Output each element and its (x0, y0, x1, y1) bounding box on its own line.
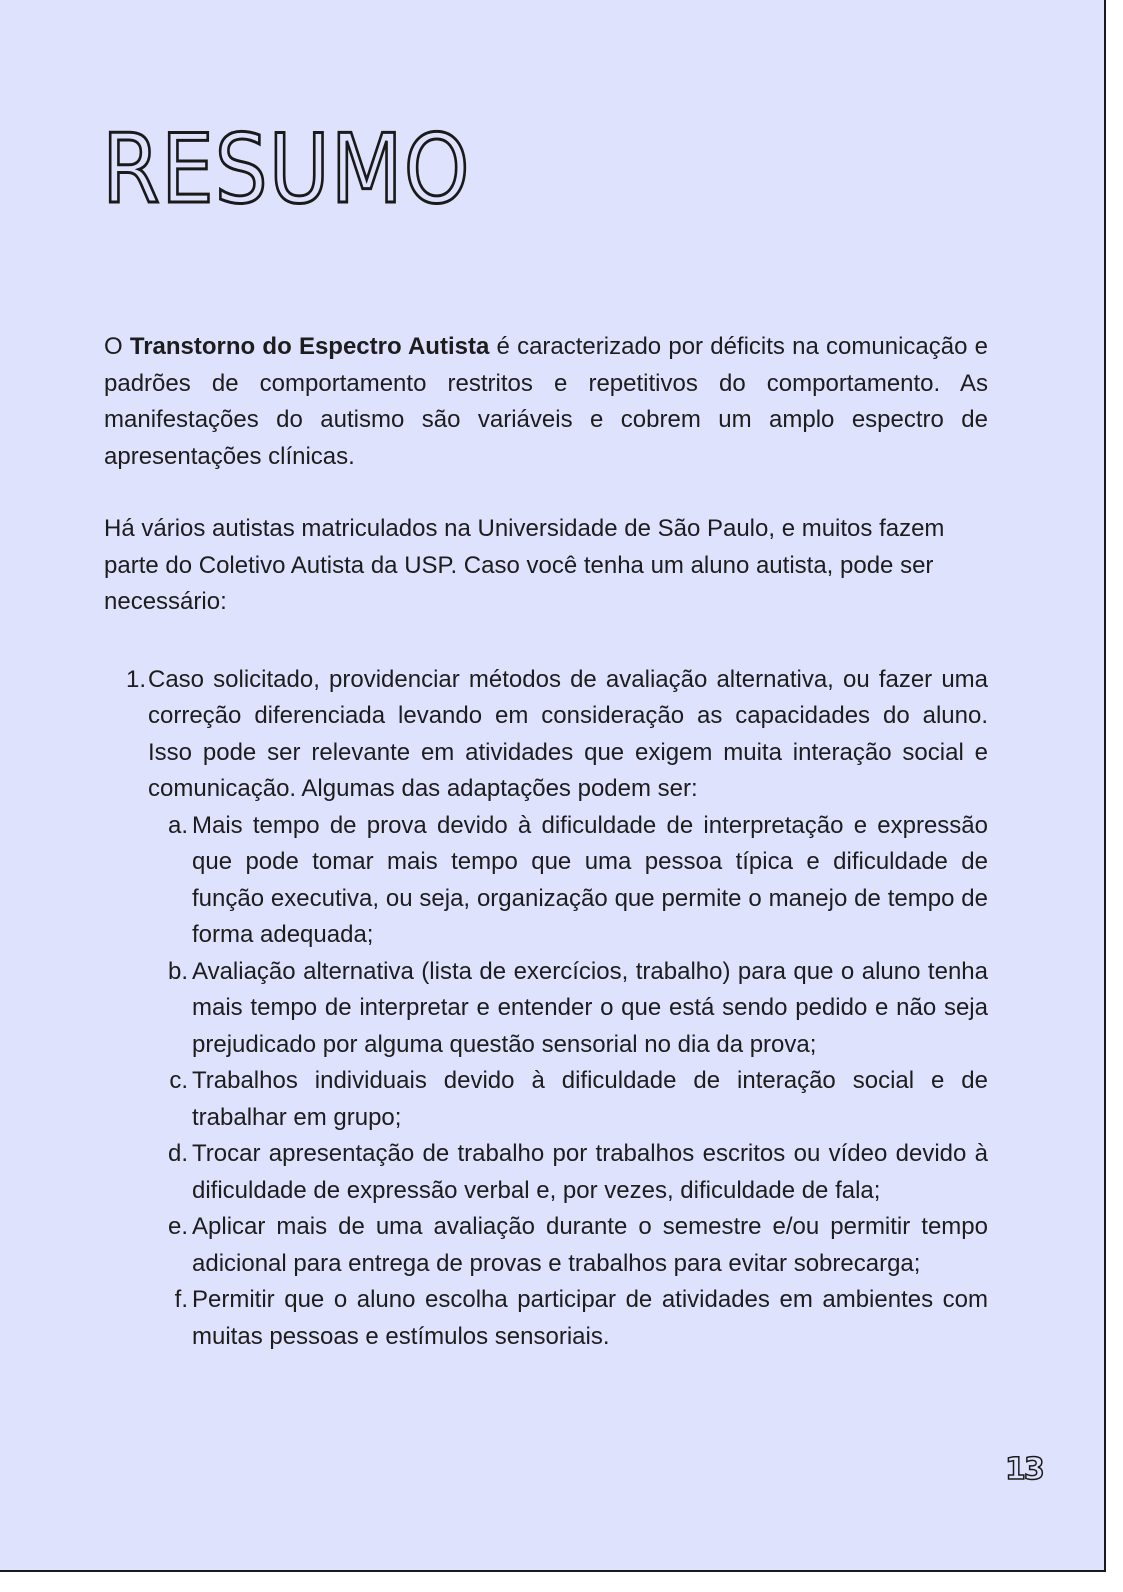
intro-rest: é caracterizado por déficits na comunicação e padrões de comportamento restritos e repetitivos do comportamento. As manifestações do autismo são variáveis e cobrem um amplo espectro de apresentações clínicas. (104, 333, 988, 470)
page-content (104, 329, 988, 1355)
list-item-1 (104, 662, 988, 1356)
list-item-text: Caso solicitado, providenciar métodos de avaliação alternativa, ou fazer uma correção diferenciada levando em consideração as capacidades do aluno. Isso pode ser relevante em atividades que exigem muita interação social e comunicação. Algumas das adaptações podem ser: (148, 665, 988, 802)
sublist-item-e (148, 1209, 988, 1282)
context-paragraph: Há vários autistas matriculados na Universidade de São Paulo, e muitos fazem parte do Coletivo Autista da USP. Caso você tenha um aluno autista, pode ser necessário: (104, 515, 945, 615)
intro-bold-term: Transtorno do Espectro Autista (129, 333, 490, 360)
sublist-text: Aplicar mais de uma avaliação durante o semestre e/ou permitir tempo adicional para entrega de provas e trabalhos para evitar sobrecarga; (192, 1213, 988, 1277)
sublist-letter: d. (167, 1140, 188, 1167)
sublist-text: Mais tempo de prova devido à dificuldade de interpretação e expressão que pode tomar mais tempo que uma pessoa típica e dificuldade de função executiva, ou seja, organização que permite o manejo de tempo de forma adequada; (192, 811, 988, 948)
list-item-number: 1. (126, 665, 147, 693)
page-title: RESUMO (102, 115, 471, 225)
sublist-text: Permitir que o aluno escolha participar de atividades em ambientes com muitas pessoas e estímulos sensoriais. (192, 1286, 988, 1350)
sublist-item-b (148, 954, 988, 1064)
recommendations-list (104, 662, 988, 1356)
sublist-letter: b. (167, 957, 188, 985)
sublist-text: Trabalhos individuais devido à dificuldade de interação social e de trabalhar em grupo; (192, 1067, 988, 1131)
sublist-text: Avaliação alternativa (lista de exercícios, trabalho) para que o aluno tenha mais tempo de interpretar e entender o que está sendo pedido e não seja prejudicado por alguma questão sensorial no dia da prova; (192, 957, 988, 1058)
sublist-item-a (148, 808, 988, 954)
adaptations-sublist (148, 808, 988, 1356)
sublist-text: Trocar apresentação de trabalho por trabalhos escritos ou vídeo devido à dificuldade de expressão verbal e, por vezes, dificuldade de fala; (192, 1140, 988, 1204)
page-number: 13 (1005, 1452, 1043, 1487)
sublist-item-d (148, 1136, 988, 1209)
sublist-letter: a. (167, 811, 188, 839)
sublist-letter: c. (169, 1067, 188, 1094)
sublist-item-f (148, 1282, 988, 1355)
sublist-letter: e. (167, 1213, 188, 1240)
sublist-letter: f. (174, 1286, 188, 1313)
intro-prefix: O (104, 333, 130, 360)
intro-paragraph (104, 329, 988, 475)
sublist-item-c (148, 1063, 988, 1136)
